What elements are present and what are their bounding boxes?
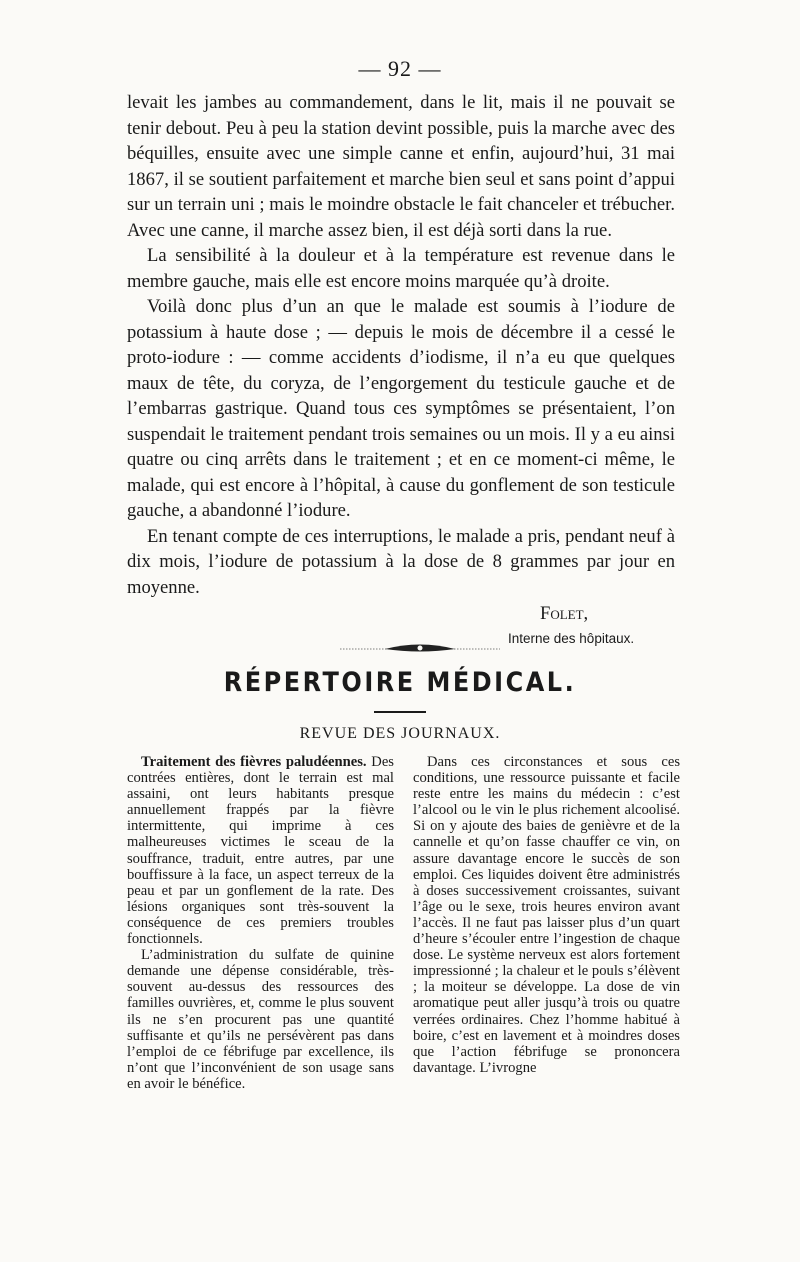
paragraph: En tenant compte de ces interruptions, le malade a pris, pendant neuf à dix mois, l’iodure de potassium à la dose de 8 grammes par jour en moyenne.	[127, 525, 675, 598]
left-column	[127, 754, 394, 1092]
page-number: — 92 —	[358, 56, 442, 81]
column-paragraph	[127, 754, 394, 947]
article-heading: Traitement des fièvres paludéennes.	[141, 754, 367, 770]
paragraph: levait les jambes au commandement, dans le lit, mais il ne pouvait se tenir debout. Peu à peu la station devint possible, puis la marche avec des béquilles, ensuite avec une simple canne et enfin, aujourd’hui, 31 mai 1867, il se soutient parfaitement et marche bien seul et sans point d’appui sur un terrain uni ; mais le moindre obstacle le fait chanceler et trébucher. Avec une canne, il marche assez bien, il est déjà sorti dans la rue.	[127, 92, 675, 241]
section-title: RÉPERTOIRE MÉDICAL.	[223, 666, 577, 698]
body-text	[127, 90, 675, 600]
title-rule	[374, 711, 426, 713]
paragraph: Voilà donc plus d’un an que le malade est soumis à l’iodure de potassium à haute dose ; — depuis le mois de décembre il a cessé le proto-iodure : — comme accidents d’iodisme, il n’a eu que quelques maux de tête, du coryza, de l’engorgement du testicule gauche et de l’embarras gastrique. Quand tous ces symptômes se présentaient, l’on suspendait le traitement pendant trois semaines ou un mois. Il y a eu ainsi quatre ou cinq arrêts dans le traitement ; et en ce moment-ci même, le malade, qui est encore à l’hôpital, à cause du gonflement de son testicule gauche, a abandonné l’iodure.	[127, 296, 675, 521]
signature-name: Folet,	[540, 603, 589, 624]
column-paragraph: Dans ces circonstances et sous ces conditions, une ressource puissante et facile reste entre les mains du médecin : c’est l’alcool ou le vin le plus richement alcoolisé. Si on y ajoute des baies de genièvre et de la cannelle et qu’on fasse chauffer ce vin, on assure davantage encore le succès de son emploi. Ces liquides doivent être administrés à doses successivement croissantes, suivant l’âge ou le sexe, trois heures environ avant l’accès. Il ne faut pas laisser plus d’un quart d’heure s’écouler entre l’ingestion de chaque dose. Le système nerveux est alors fortement impressionné ; la chaleur et le pouls s’élèvent ; la moiteur se développe. La dose de vin aromatique peut aller jusqu’à trois ou quatre verrées ordinaires. Chez l’homme habitué à boire, c’est en lavement et à moindres doses que l’action fébrifuge se prononcera davantage. L’ivrogne	[413, 754, 680, 1076]
article-text: Des contrées entières, dont le terrain est mal assaini, ont leurs habitants presque annuellement frappés par la fièvre intermittente, qui imprime à ces malheureuses victimes le sceau de la souffrance, traduit, entre autres, par une bouffissure à la face, un aspect terreux de la peau et par un gonflement de la rate. Des lésions organiques sont très-souvent la conséquence de ces premiers troubles fonctionnels.	[127, 754, 394, 948]
column-paragraph: L’administration du sulfate de quinine demande une dépense considérable, très-souvent au-dessus des ressources des familles ouvrières, et, comme le plus souvent ils ne s’en procurent pas une quantité suffisante et qu’ils ne persévèrent pas dans l’emploi de ce fébrifuge par excellence, ils n’ont que l’inconvénient de son usage sans en avoir le bénéfice.	[127, 947, 394, 1092]
paragraph: La sensibilité à la douleur et à la température est revenue dans le membre gauche, mais elle est encore moins marquée qu’à droite.	[127, 245, 675, 292]
right-column	[413, 754, 680, 1076]
signature-role: Interne des hôpitaux.	[508, 631, 635, 646]
signature	[496, 601, 676, 651]
subsection-title: REVUE DES JOURNAUX.	[299, 725, 501, 742]
ornament-divider-icon	[340, 641, 500, 655]
